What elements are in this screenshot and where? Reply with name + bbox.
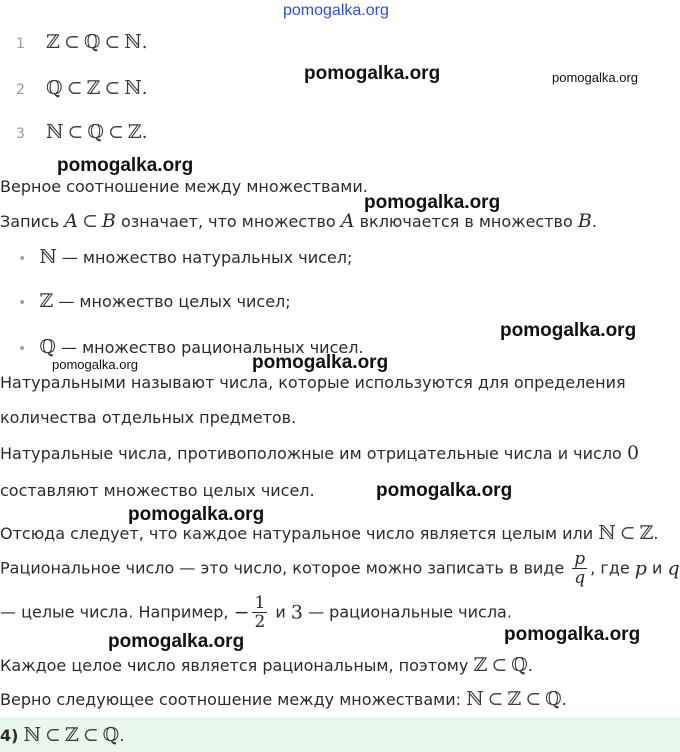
- set-symbol: ℚ: [87, 121, 104, 143]
- subset-symbol: ⊂: [66, 77, 83, 99]
- subset-symbol: ⊂: [67, 121, 84, 143]
- set-symbol: ℤ: [86, 77, 101, 99]
- option-number: 3: [16, 126, 25, 142]
- watermark: pomogalka.org: [252, 352, 389, 373]
- watermark: pomogalka.org: [500, 320, 637, 341]
- set-symbol: ℚ: [46, 77, 63, 99]
- text-line: Рациональное число — это число, которое можно записать в виде $\frac{p}{q}$ , где p и q: [0, 549, 680, 588]
- option-number: 1: [16, 36, 25, 52]
- watermark: pomogalka.org: [304, 63, 441, 84]
- text-line: Верное соотношение между множествами.: [0, 177, 368, 196]
- watermark: pomogalka.org: [364, 192, 501, 213]
- option-2[interactable]: 2 ℚ ⊂ ℤ ⊂ ℕ.: [16, 77, 148, 99]
- watermark: pomogalka.org: [376, 480, 513, 501]
- set-symbol: ℤ: [46, 31, 60, 53]
- option-number: 2: [16, 82, 25, 98]
- list-item: • ℚ — множество рациональных чисел.: [18, 336, 364, 358]
- list-item: • ℕ — множество натуральных чисел;: [18, 246, 353, 268]
- watermark: pomogalka.org: [128, 504, 265, 525]
- subset-symbol: ⊂: [104, 77, 121, 99]
- fraction-one-half: $\frac{1}{2}$: [254, 593, 266, 632]
- site-header-link[interactable]: pomogalka.org: [283, 2, 389, 19]
- subset-symbol: ⊂: [104, 31, 121, 53]
- bullet-icon: •: [18, 341, 27, 357]
- bullet-icon: •: [18, 251, 27, 267]
- set-symbol: ℕ: [124, 31, 142, 53]
- watermark: pomogalka.org: [552, 70, 638, 85]
- text-line: Верно следующее соотношение между множествами: ℕ ⊂ ℤ ⊂ ℚ.: [0, 688, 567, 710]
- text-line: Натуральные числа, противоположные им отрицательные числа и число 0: [0, 442, 640, 464]
- text-line: составляют множество целых чисел.: [0, 481, 315, 500]
- text-line: Каждое целое число является рациональным, поэтому ℤ ⊂ ℚ.: [0, 654, 533, 676]
- subset-symbol: ⊂: [107, 121, 124, 143]
- text-line: Натуральными называют числа, которые используются для определения: [0, 373, 626, 392]
- watermark: pomogalka.org: [504, 624, 641, 645]
- text-line: — целые числа. Например, − $\frac{1}{2}$ и 3 — рациональные числа.: [0, 593, 512, 632]
- fraction-p-q: $\frac{p}{q}$: [574, 549, 586, 588]
- answer: 4) ℕ ⊂ ℤ ⊂ ℚ.: [0, 724, 125, 746]
- subset-symbol: ⊂: [63, 31, 80, 53]
- text-line: Запись A ⊂ B означает, что множество A включается в множество B.: [0, 210, 597, 232]
- text-line: количества отдельных предметов.: [0, 408, 297, 427]
- watermark: pomogalka.org: [52, 357, 138, 372]
- option-3[interactable]: 3 ℕ ⊂ ℚ ⊂ ℤ.: [16, 121, 148, 143]
- option-1[interactable]: 1 ℤ ⊂ ℚ ⊂ ℕ.: [16, 31, 148, 53]
- bullet-icon: •: [18, 295, 27, 311]
- set-symbol: ℕ: [124, 77, 142, 99]
- list-item: • ℤ — множество целых чисел;: [18, 290, 291, 312]
- watermark: pomogalka.org: [57, 155, 194, 176]
- text-line: Отсюда следует, что каждое натуральное число является целым или ℕ ⊂ ℤ.: [0, 522, 659, 544]
- set-symbol: ℚ: [83, 31, 101, 53]
- set-symbol: ℤ: [127, 121, 142, 143]
- set-symbol: ℕ: [46, 121, 64, 143]
- watermark: pomogalka.org: [108, 631, 245, 652]
